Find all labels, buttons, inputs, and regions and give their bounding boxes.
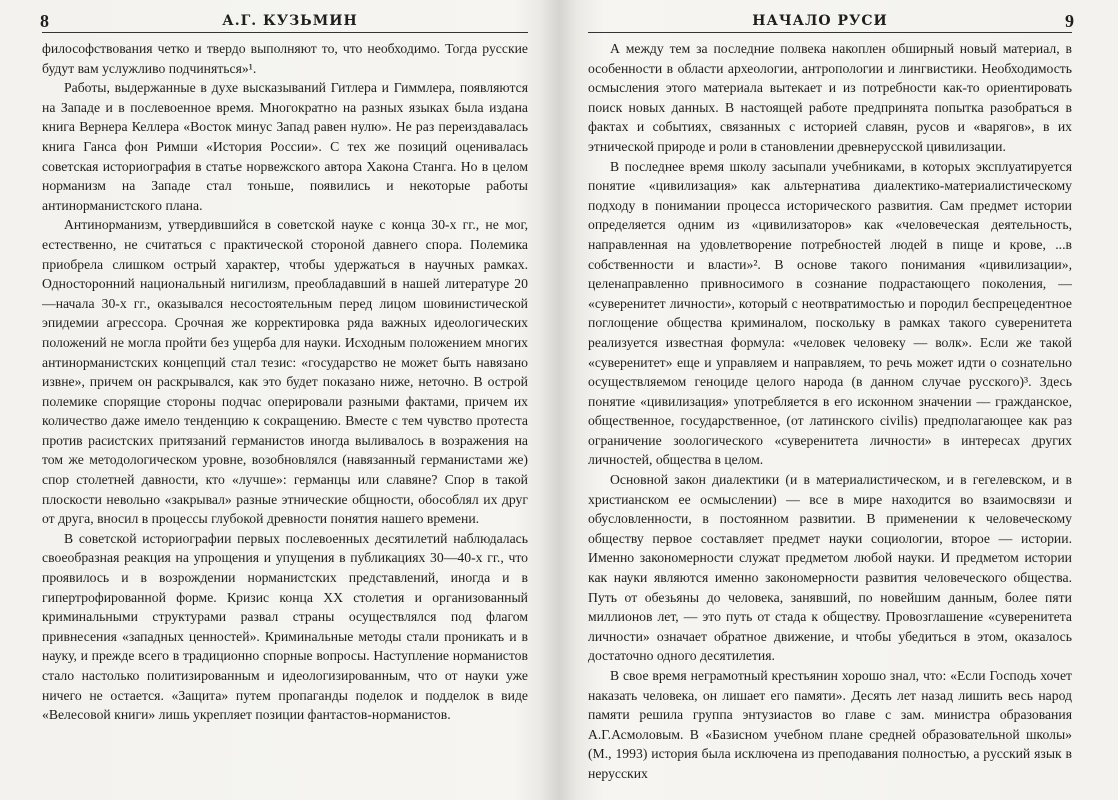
right-paragraph-2: В последнее время школу засыпали учебниками, в которых эксплуатируется понятие «цивилизация» как альтернатива диалектико-материалистическому подходу в понимании процесса исторического развития. Сам предмет истории определяется одним из «цивилизаторов» как «человеческая деятельность, направленная на удовлетворение потребностей людей в пище и крове, ...в собственности и власти»². В основе такого понимания «цивилизации», целенаправленно привносимого в сознание подрастающего поколения, — «суверенитет личности», который с неотвратимостью и породил беспрецедентное поглощение общества криминалом, поскольку в рамках такого суверенитета реализуется известная формула: «человек человеку — волк». Если же такой «суверенитет» еще и управляем и направляем, то речь может идти о сознательно осуществляемом геноциде целого народа (в данном случае русского)³. Здесь понятие «цивилизация» употребляется в его исконном значении — гражданское, общественное, государственное, (от латинского civilis) предполагающее как раз ограничение зоологического «суверенитета личности» в интересах других личностей, общества в целом. bbox=[588, 158, 1072, 468]
right-page bbox=[574, 0, 1118, 800]
left-paragraph-3: Антинорманизм, утвердившийся в советской науке с конца 30-х гг., не мог, естественно, не считаться с практической стороной давнего спора. Полемика приобрела слишком острый характер, чтобы удержаться в научных рамках. Односторонний национальный нигилизм, преобладавший в нашей литературе 20—начала 30-х гг., оказывался несостоятельным перед лицом шовинистической эпидемии агрессора. Срочная же корректировка ряда важных идеологических положений не могла пройти без ущерба для науки. Исходным положением многих антинорманистских концепций стал тезис: «государство не может быть навязано извне», причем он раскрывался, как это будет показано ниже, неточно. В острой полемике спорящие стороны подчас оперировали разными фактами, причем их количество даже имело тенденцию к сокращению. Вместе с тем чувство протеста против расистских притязаний германистов иногда выливалось в возражения на том же методологическом уровне, возобновлялся (навязанный германистами же) спор столетней давности, кто «лучше»: германцы или славяне? Спор в такой плоскости невольно «закрывал» разные этнические общности, обособлял их друг от друга, вносил в процессы глубокой древности понятия нашего времени. bbox=[42, 217, 528, 527]
left-paragraph-1: философствования четко и твердо выполняют то, что необходимо. Тогда русские будут вам услужливо подчиняться»¹. bbox=[42, 41, 528, 76]
right-paragraph-4: В свое время неграмотный крестьянин хорошо знал, что: «Если Господь хочет наказать человека, он лишает его памяти». Десять лет назад лишить весь народ памяти решила группа энтузиастов во главе с зам. министра образования А.Г.Асмоловым. В «Базисном учебном плане средней образовательной школы» (М., 1993) история была исключена из преподавания полностью, а русский язык в нерусских bbox=[588, 668, 1072, 781]
left-running-head: А.Г. КУЗЬМИН bbox=[222, 13, 358, 29]
left-page bbox=[0, 0, 550, 800]
right-page-header bbox=[588, 10, 1072, 33]
book-gutter bbox=[540, 0, 578, 800]
left-page-text bbox=[42, 39, 528, 725]
left-page-number: 8 bbox=[40, 11, 49, 31]
right-page-text bbox=[588, 39, 1072, 784]
left-page-header bbox=[42, 10, 528, 33]
left-paragraph-4: В советской историографии первых послевоенных десятилетий наблюдалась своеобразная реакция на упрощения и упущения в публикациях 30—40-х гг., что проявилось и в возрождении норманистских представлений, иногда и в гипертрофированной форме. Кризис конца XX столетия и организованный криминальными структурами развал страны осуществлялся под флагом привнесения «западных ценностей». Криминальные методы стали проникать и в науку, и прежде всего в традиционно спорные вопросы. Наступление норманистов стало настолько политизированным и идеологизированным, что от науки уже ничего не остается. «Защита» путем пропаганды поделок и подделок в виде «Велесовой книги» лишь укрепляет позиции фантастов-норманистов. bbox=[42, 530, 528, 723]
left-paragraph-2: Работы, выдержанные в духе высказываний Гитлера и Гиммлера, появляются на Западе и в послевоенное время. Многократно на разных языках была издана книга Вернера Келлера «Восток минус Запад равен нулю». Не раз переиздавалась книга Ганса фон Римши «История России». С тех же позиций оценивалась советская историография в статье норвежского автора Хакона Станга. Но в целом норманизм на Западе стал тоньше, появились и некоторые работы антинорманистского плана. bbox=[42, 80, 528, 213]
right-paragraph-3: Основной закон диалектики (и в материалистическом, и в гегелевском, и в христианском ее осмыслении) — все в мире находится во взаимосвязи и обусловленности, в постоянном развитии. В применении к человеческому обществу первое составляет предмет науки социологии, второе — истории. Именно закономерности служат предметом любой науки. И предметом истории как науки являются именно закономерности развития человеческого общества. Путь от обезьяны до человека, занявший, по новейшим данным, более пяти миллионов лет, — это путь от стада к обществу. Провозглашение «суверенитета личности» означает обратное движение, и чтобы убедиться в этом, оказалось достаточно одного десятилетия. bbox=[588, 472, 1072, 664]
right-paragraph-1: А между тем за последние полвека накоплен обширный новый материал, в особенности в области археологии, антропологии и лингвистики. Необходимость осмысления этого материала вытекает и из потребности как-то ориентировать поиск новых данных. В настоящей работе предпринята попытка разобраться в фактах и событиях, связанных с историей славян, русов и «варягов», в их этнической природе и роли в становлении древнерусской цивилизации. bbox=[588, 41, 1072, 154]
right-running-head: НАЧАЛО РУСИ bbox=[752, 13, 888, 29]
right-page-number: 9 bbox=[1065, 11, 1074, 31]
